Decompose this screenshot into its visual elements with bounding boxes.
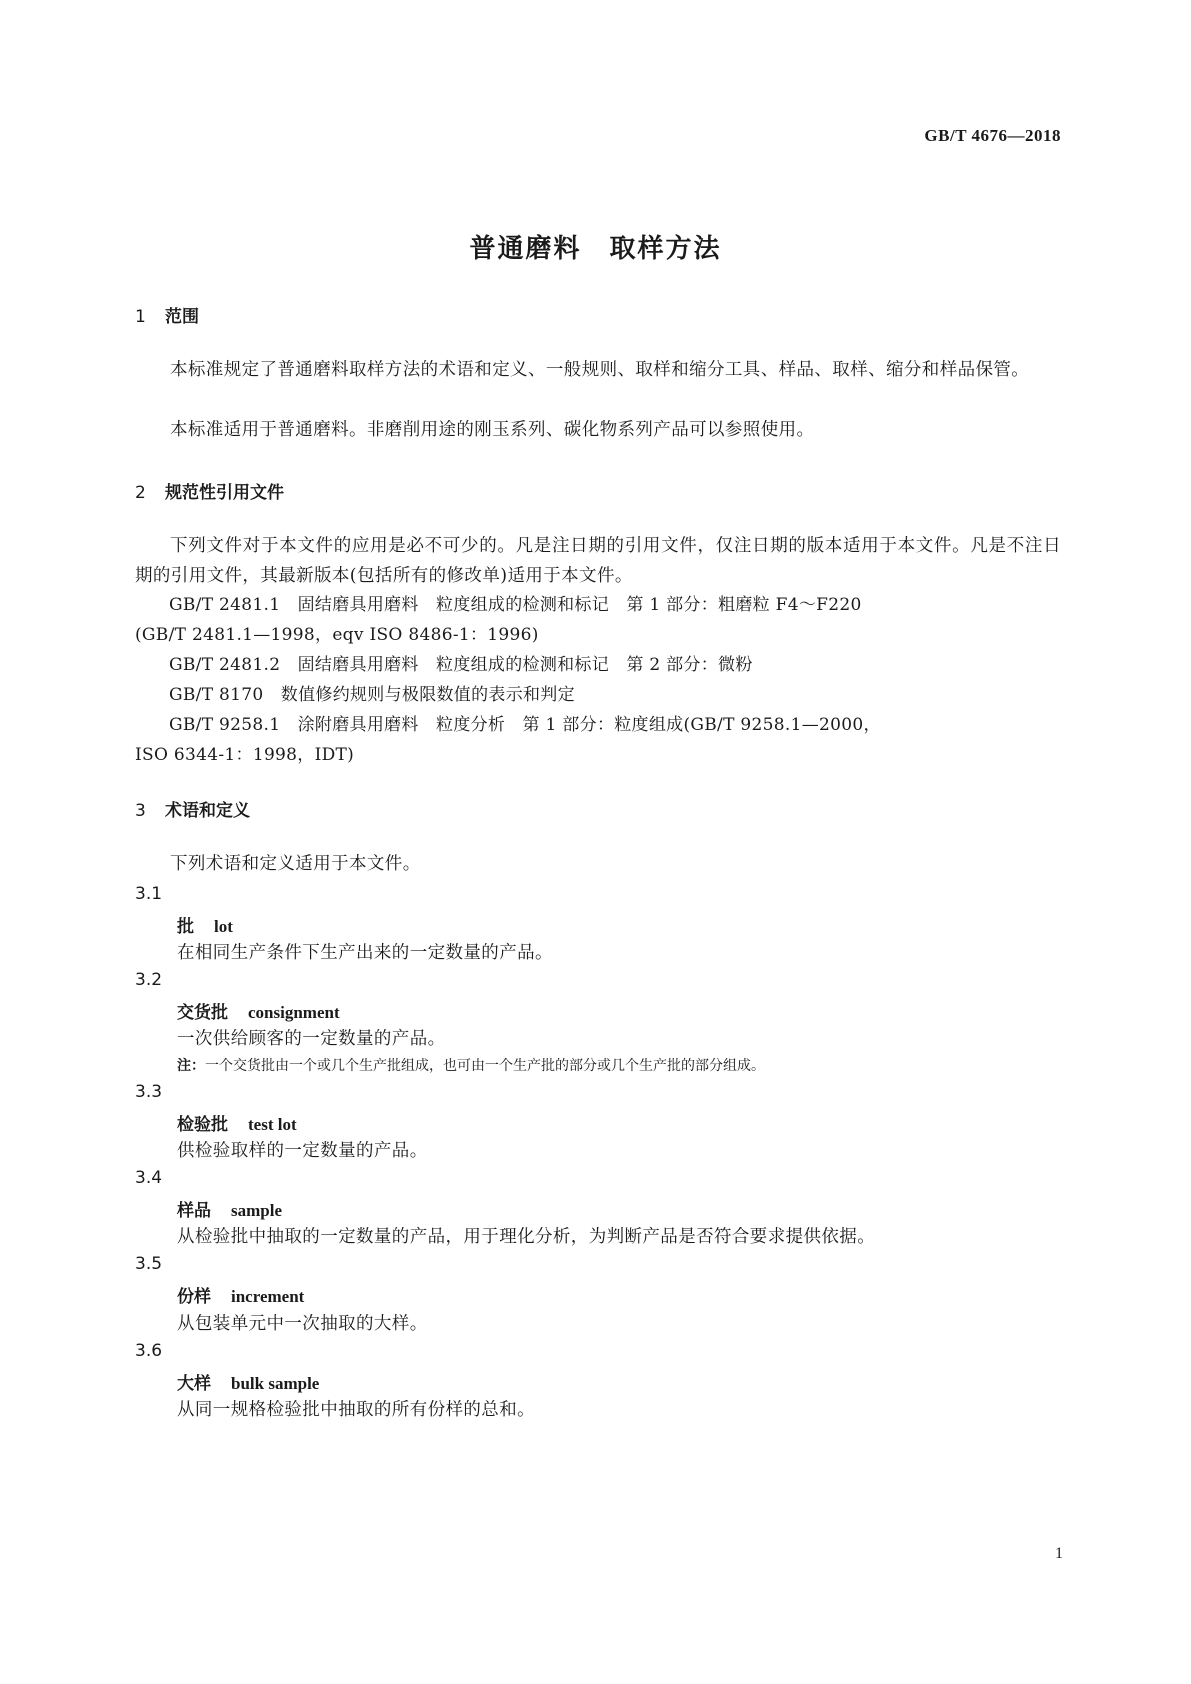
note-label: 注： bbox=[177, 1058, 205, 1074]
term-name-zh: 批 bbox=[177, 917, 194, 937]
document-title: 普通磨料 取样方法 bbox=[469, 234, 722, 264]
term-definition: 一次供给顾客的一定数量的产品。 bbox=[177, 1029, 446, 1049]
reference-item: GB/T 9258.1 涂附磨具用磨料 粒度分析 第 1 部分：粒度组成(GB/T 9258.1—2000， bbox=[169, 715, 881, 735]
term-number: 3.5 bbox=[135, 1254, 163, 1274]
term-number: 3.4 bbox=[135, 1168, 163, 1188]
reference-item-continuation: ISO 6344-1：1998，IDT) bbox=[135, 745, 355, 765]
term-name bbox=[177, 1110, 297, 1135]
term-name-zh: 交货批 bbox=[177, 1003, 228, 1023]
section-title: 范围 bbox=[165, 307, 199, 327]
term-name-en: consignment bbox=[248, 1003, 340, 1022]
page-number: 1 bbox=[1055, 1545, 1063, 1562]
reference-item-continuation: (GB/T 2481.1—1998，eqv ISO 8486-1：1996) bbox=[135, 625, 539, 645]
term-definition: 从同一规格检验批中抽取的所有份样的总和。 bbox=[177, 1400, 535, 1420]
term-definition: 从检验批中抽取的一定数量的产品，用于理化分析，为判断产品是否符合要求提供依据。 bbox=[177, 1227, 876, 1247]
term-name-en: bulk sample bbox=[231, 1374, 320, 1393]
term-number: 3.2 bbox=[135, 970, 163, 990]
term-name bbox=[177, 1282, 304, 1307]
term-name-en: sample bbox=[231, 1201, 282, 1220]
term-definition: 从包装单元中一次抽取的大样。 bbox=[177, 1314, 428, 1334]
term-name-zh: 份样 bbox=[177, 1287, 211, 1307]
section-3-heading bbox=[135, 796, 250, 821]
reference-item: GB/T 8170 数值修约规则与极限数值的表示和判定 bbox=[169, 685, 575, 705]
scope-paragraph-2: 本标准适用于普通磨料。非磨削用途的刚玉系列、碳化物系列产品可以参照使用。 bbox=[170, 420, 815, 440]
section-1-heading bbox=[135, 302, 199, 327]
term-name bbox=[177, 1369, 319, 1394]
term-name-zh: 大样 bbox=[177, 1374, 211, 1394]
scope-paragraph-1: 本标准规定了普通磨料取样方法的术语和定义、一般规则、取样和缩分工具、样品、取样、缩分和样品保管。 bbox=[170, 360, 1030, 380]
section-number: 2 bbox=[135, 483, 146, 503]
term-number: 3.6 bbox=[135, 1341, 163, 1361]
term-name-zh: 检验批 bbox=[177, 1115, 228, 1135]
section-number: 3 bbox=[135, 801, 146, 821]
section-title: 术语和定义 bbox=[165, 801, 250, 821]
term-name-en: test lot bbox=[248, 1115, 297, 1134]
term-note bbox=[177, 1055, 765, 1075]
section-number: 1 bbox=[135, 307, 146, 327]
term-name-en: lot bbox=[214, 917, 233, 936]
term-name bbox=[177, 1196, 282, 1221]
references-intro: 下列文件对于本文件的应用是必不可少的。凡是注日期的引用文件，仅注日期的版本适用于本文件。凡是不注日期的引用文件，其最新版本(包括所有的修改单)适用于本文件。 bbox=[135, 536, 1061, 586]
term-definition: 在相同生产条件下生产出来的一定数量的产品。 bbox=[177, 943, 553, 963]
section-2-heading bbox=[135, 478, 284, 503]
term-definition: 供检验取样的一定数量的产品。 bbox=[177, 1141, 428, 1161]
section-title: 规范性引用文件 bbox=[165, 483, 284, 503]
reference-item: GB/T 2481.1 固结磨具用磨料 粒度组成的检测和标记 第 1 部分：粗磨粒 F4～F220 bbox=[169, 595, 862, 615]
term-name bbox=[177, 998, 340, 1023]
term-name-zh: 样品 bbox=[177, 1201, 211, 1221]
reference-item: GB/T 2481.2 固结磨具用磨料 粒度组成的检测和标记 第 2 部分：微粉 bbox=[169, 655, 753, 675]
term-name bbox=[177, 912, 233, 937]
note-text: 一个交货批由一个或几个生产批组成，也可由一个生产批的部分或几个生产批的部分组成。 bbox=[205, 1058, 765, 1074]
term-number: 3.1 bbox=[135, 884, 163, 904]
terms-intro: 下列术语和定义适用于本文件。 bbox=[170, 854, 421, 874]
term-number: 3.3 bbox=[135, 1082, 163, 1102]
term-name-en: increment bbox=[231, 1287, 305, 1306]
standard-code: GB/T 4676—2018 bbox=[924, 126, 1061, 145]
